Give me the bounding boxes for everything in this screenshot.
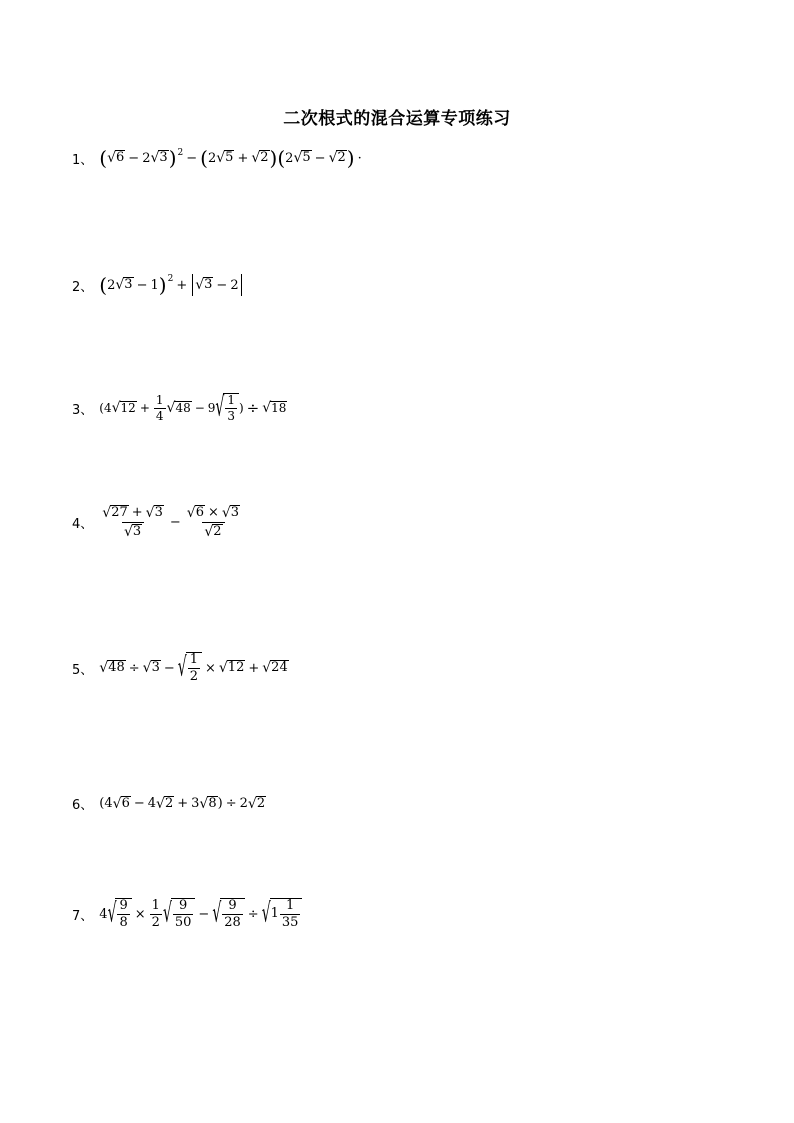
radicand: 24 — [271, 660, 288, 676]
radical-sign: √ — [150, 150, 160, 166]
sqrt-3 — [222, 505, 240, 521]
absolute-bar-right — [241, 274, 242, 296]
left-paren: ( — [99, 796, 105, 811]
minus-sign: − — [186, 150, 198, 166]
sqrt-48 — [99, 660, 125, 676]
numerator: 1 — [151, 897, 160, 913]
left-paren: ( — [99, 401, 104, 416]
radical-sign: √ — [293, 150, 303, 166]
radical-sign: √ — [204, 523, 214, 540]
radicand: 6 — [195, 505, 204, 520]
coefficient: 2 — [207, 150, 217, 166]
radicand — [223, 393, 239, 423]
plus-sign: + — [176, 277, 188, 293]
minus-sign: − — [169, 514, 181, 530]
radicand: 2 — [256, 795, 266, 811]
radical-sign: √ — [145, 504, 155, 521]
radical-sign: √ — [247, 795, 257, 812]
problem-number: 3、 — [72, 402, 94, 418]
numerator: 9 — [119, 898, 128, 913]
sqrt-3 — [150, 150, 168, 166]
exponent: 2 — [167, 274, 174, 284]
times-sign: × — [204, 660, 216, 676]
problem-6 — [72, 794, 266, 813]
problem-5 — [72, 652, 289, 685]
radical-sign: √ — [199, 795, 209, 812]
radical-sign: √ — [215, 392, 225, 424]
problem-4 — [72, 505, 243, 540]
radical-sign: √ — [107, 150, 117, 166]
radical-sign: √ — [115, 277, 125, 293]
problem-number: 2、 — [72, 279, 94, 295]
sqrt-2 — [251, 150, 269, 166]
radicand: 3 — [154, 505, 163, 520]
problem-expression — [99, 148, 364, 168]
minus-sign: − — [133, 796, 145, 811]
denominator: 8 — [119, 915, 128, 931]
fraction-9-8 — [117, 899, 129, 931]
sqrt-one-third — [215, 393, 239, 423]
problem-expression — [99, 652, 288, 685]
sqrt-3 — [143, 660, 161, 676]
radicand: 48 — [108, 660, 125, 676]
sqrt-3 — [146, 505, 164, 521]
radical-sign: √ — [166, 400, 176, 417]
sqrt-27 — [102, 505, 128, 521]
sqrt-6 — [107, 150, 125, 166]
coefficient: 9 — [207, 401, 216, 416]
radicand — [186, 652, 202, 685]
denominator — [122, 522, 144, 540]
minus-sign: − — [198, 906, 210, 922]
right-paren: ) — [217, 796, 223, 811]
problem-number: 5、 — [72, 662, 94, 678]
problem-number: 7、 — [72, 908, 94, 924]
coefficient: 4 — [147, 796, 157, 811]
fraction-1-4 — [154, 394, 166, 423]
times-sign: × — [207, 504, 219, 520]
radicand: 2 — [213, 523, 222, 539]
radical-sign: √ — [195, 277, 205, 293]
problem-expression — [99, 898, 302, 931]
sqrt-9-over-28 — [212, 898, 244, 931]
radicand: 6 — [116, 150, 125, 166]
left-paren: ( — [277, 146, 286, 170]
radical-sign: √ — [123, 523, 133, 540]
denominator: 28 — [224, 915, 241, 931]
sqrt-2 — [204, 524, 222, 540]
radicand: 18 — [271, 400, 287, 415]
radicand: 3 — [230, 505, 240, 520]
minus-sign: − — [163, 660, 175, 676]
radical-sign: √ — [102, 504, 112, 521]
divide-sign: ÷ — [246, 399, 260, 418]
problem-7 — [72, 898, 302, 931]
page-title: 二次根式的混合运算专项练习 — [283, 109, 511, 129]
radicand: 3 — [151, 660, 160, 676]
coefficient: 2 — [239, 796, 248, 811]
numerator: 1 — [286, 898, 295, 913]
problem-number: 6、 — [72, 798, 94, 813]
coefficient: 3 — [191, 796, 200, 811]
radical-sign: √ — [112, 795, 122, 812]
fraction-9-28 — [222, 899, 243, 931]
problem-number: 1、 — [72, 152, 94, 168]
right-paren: ) — [158, 273, 167, 297]
radical-sign: √ — [261, 899, 271, 930]
radical-sign: √ — [111, 400, 121, 417]
denominator: 4 — [155, 408, 164, 423]
radicand: 48 — [175, 400, 191, 415]
radical-sign: √ — [142, 660, 152, 677]
sqrt-6 — [187, 505, 205, 521]
problem-expression — [99, 393, 287, 423]
plus-sign: + — [177, 796, 189, 811]
sqrt-9-over-8 — [108, 898, 132, 931]
coefficient: 2 — [285, 150, 294, 166]
radicand — [220, 898, 245, 931]
radicand: 27 — [111, 505, 128, 520]
radical-sign: √ — [212, 899, 222, 930]
radical-sign: √ — [262, 400, 272, 417]
constant: 1 — [150, 277, 159, 293]
fraction-1-3 — [225, 394, 237, 423]
sqrt-6 — [113, 796, 131, 812]
radicand: 12 — [227, 660, 245, 676]
numerator: 1 — [227, 393, 235, 407]
coefficient: 4 — [103, 401, 112, 416]
times-sign: × — [134, 906, 146, 922]
denominator: 35 — [281, 915, 299, 931]
right-paren: ) — [269, 146, 278, 170]
radicand — [115, 898, 131, 931]
divide-sign: ÷ — [128, 660, 140, 676]
denominator: 2 — [189, 669, 198, 685]
radical-sign: √ — [216, 150, 226, 166]
sqrt-2 — [248, 796, 266, 812]
right-paren: ) — [346, 146, 355, 170]
sqrt-3 — [124, 524, 142, 540]
sqrt-12 — [112, 401, 137, 416]
sqrt-3 — [115, 277, 133, 293]
right-paren: ) — [238, 401, 244, 416]
radicand: 12 — [120, 400, 136, 415]
left-paren: ( — [200, 146, 208, 170]
problem-expression — [99, 274, 243, 296]
numerator: 1 — [155, 392, 164, 407]
sqrt-5 — [293, 150, 311, 166]
sqrt-8 — [199, 796, 217, 812]
problem-1 — [72, 148, 365, 168]
whole-part: 1 — [270, 906, 279, 922]
minus-sign: − — [128, 150, 140, 166]
sqrt-2 — [156, 796, 174, 812]
fraction-9-50 — [173, 899, 194, 931]
problem-expression — [99, 796, 266, 812]
divide-sign: ÷ — [247, 906, 259, 922]
fraction-1-2 — [150, 899, 162, 931]
sqrt-3 — [195, 277, 213, 293]
sqrt-18 — [262, 401, 287, 416]
exponent: 2 — [177, 148, 184, 158]
sqrt-one-half — [178, 652, 202, 685]
minus-sign: − — [216, 277, 228, 293]
absolute-bar-left — [192, 274, 193, 296]
problem-number: 4、 — [72, 516, 94, 532]
minus-sign: − — [194, 401, 205, 416]
divide-sign: ÷ — [225, 796, 237, 811]
radical-sign: √ — [177, 653, 187, 684]
radicand: 5 — [302, 150, 311, 166]
problem-2 — [72, 274, 244, 296]
sqrt-mixed-1-1-35 — [262, 898, 303, 931]
sqrt-24 — [262, 660, 288, 676]
radicand: 3 — [132, 523, 142, 539]
radical-sign: √ — [99, 660, 109, 677]
coefficient: 2 — [107, 277, 116, 293]
fraction-right — [185, 505, 242, 540]
radical-sign: √ — [107, 899, 117, 930]
radical-sign: √ — [262, 660, 272, 677]
numerator: 1 — [189, 652, 198, 667]
numerator — [100, 505, 166, 522]
sqrt-2 — [329, 150, 347, 166]
radicand: 2 — [260, 150, 269, 166]
plus-sign: + — [248, 660, 260, 676]
plus-sign: + — [139, 401, 150, 416]
radical-sign: √ — [156, 795, 165, 812]
numerator — [185, 505, 242, 522]
sqrt-9-over-50 — [163, 898, 195, 931]
radicand — [171, 898, 196, 931]
coefficient: 2 — [142, 150, 151, 166]
left-paren: ( — [99, 273, 108, 297]
radicand: 2 — [337, 150, 346, 166]
radical-sign: √ — [221, 504, 231, 521]
fraction-1-35 — [280, 899, 301, 931]
problem-3 — [72, 393, 287, 423]
problem-expression — [99, 505, 243, 540]
radicand: 8 — [208, 795, 217, 811]
constant: 2 — [230, 277, 239, 293]
denominator — [202, 522, 224, 540]
plus-sign: + — [237, 150, 249, 166]
radicand: 5 — [225, 150, 234, 166]
sqrt-48 — [167, 401, 192, 416]
coefficient: 4 — [104, 796, 113, 811]
minus-sign: − — [314, 150, 326, 166]
sqrt-12 — [219, 660, 245, 676]
denominator: 3 — [227, 409, 235, 424]
radical-sign: √ — [328, 150, 338, 166]
radical-sign: √ — [186, 504, 196, 521]
fraction-1-2 — [188, 653, 200, 685]
radical-sign: √ — [251, 150, 261, 166]
sqrt-5 — [216, 150, 234, 166]
radicand: 3 — [159, 150, 168, 166]
radicand: 3 — [124, 277, 133, 293]
minus-sign: − — [136, 277, 148, 293]
plus-sign: + — [131, 504, 143, 520]
numerator: 9 — [228, 898, 237, 913]
radical-sign: √ — [218, 660, 228, 677]
radicand — [270, 898, 303, 931]
numerator: 9 — [179, 898, 188, 913]
radicand: 6 — [121, 795, 130, 811]
fraction-left — [100, 505, 166, 540]
denominator: 2 — [151, 914, 160, 930]
radicand: 3 — [204, 277, 213, 293]
left-paren: ( — [99, 146, 108, 170]
dot-sign: · — [357, 150, 362, 166]
coefficient: 4 — [99, 906, 108, 922]
radicand: 2 — [164, 795, 174, 811]
right-paren: ) — [168, 146, 177, 170]
denominator: 50 — [174, 915, 192, 931]
radical-sign: √ — [162, 899, 172, 930]
